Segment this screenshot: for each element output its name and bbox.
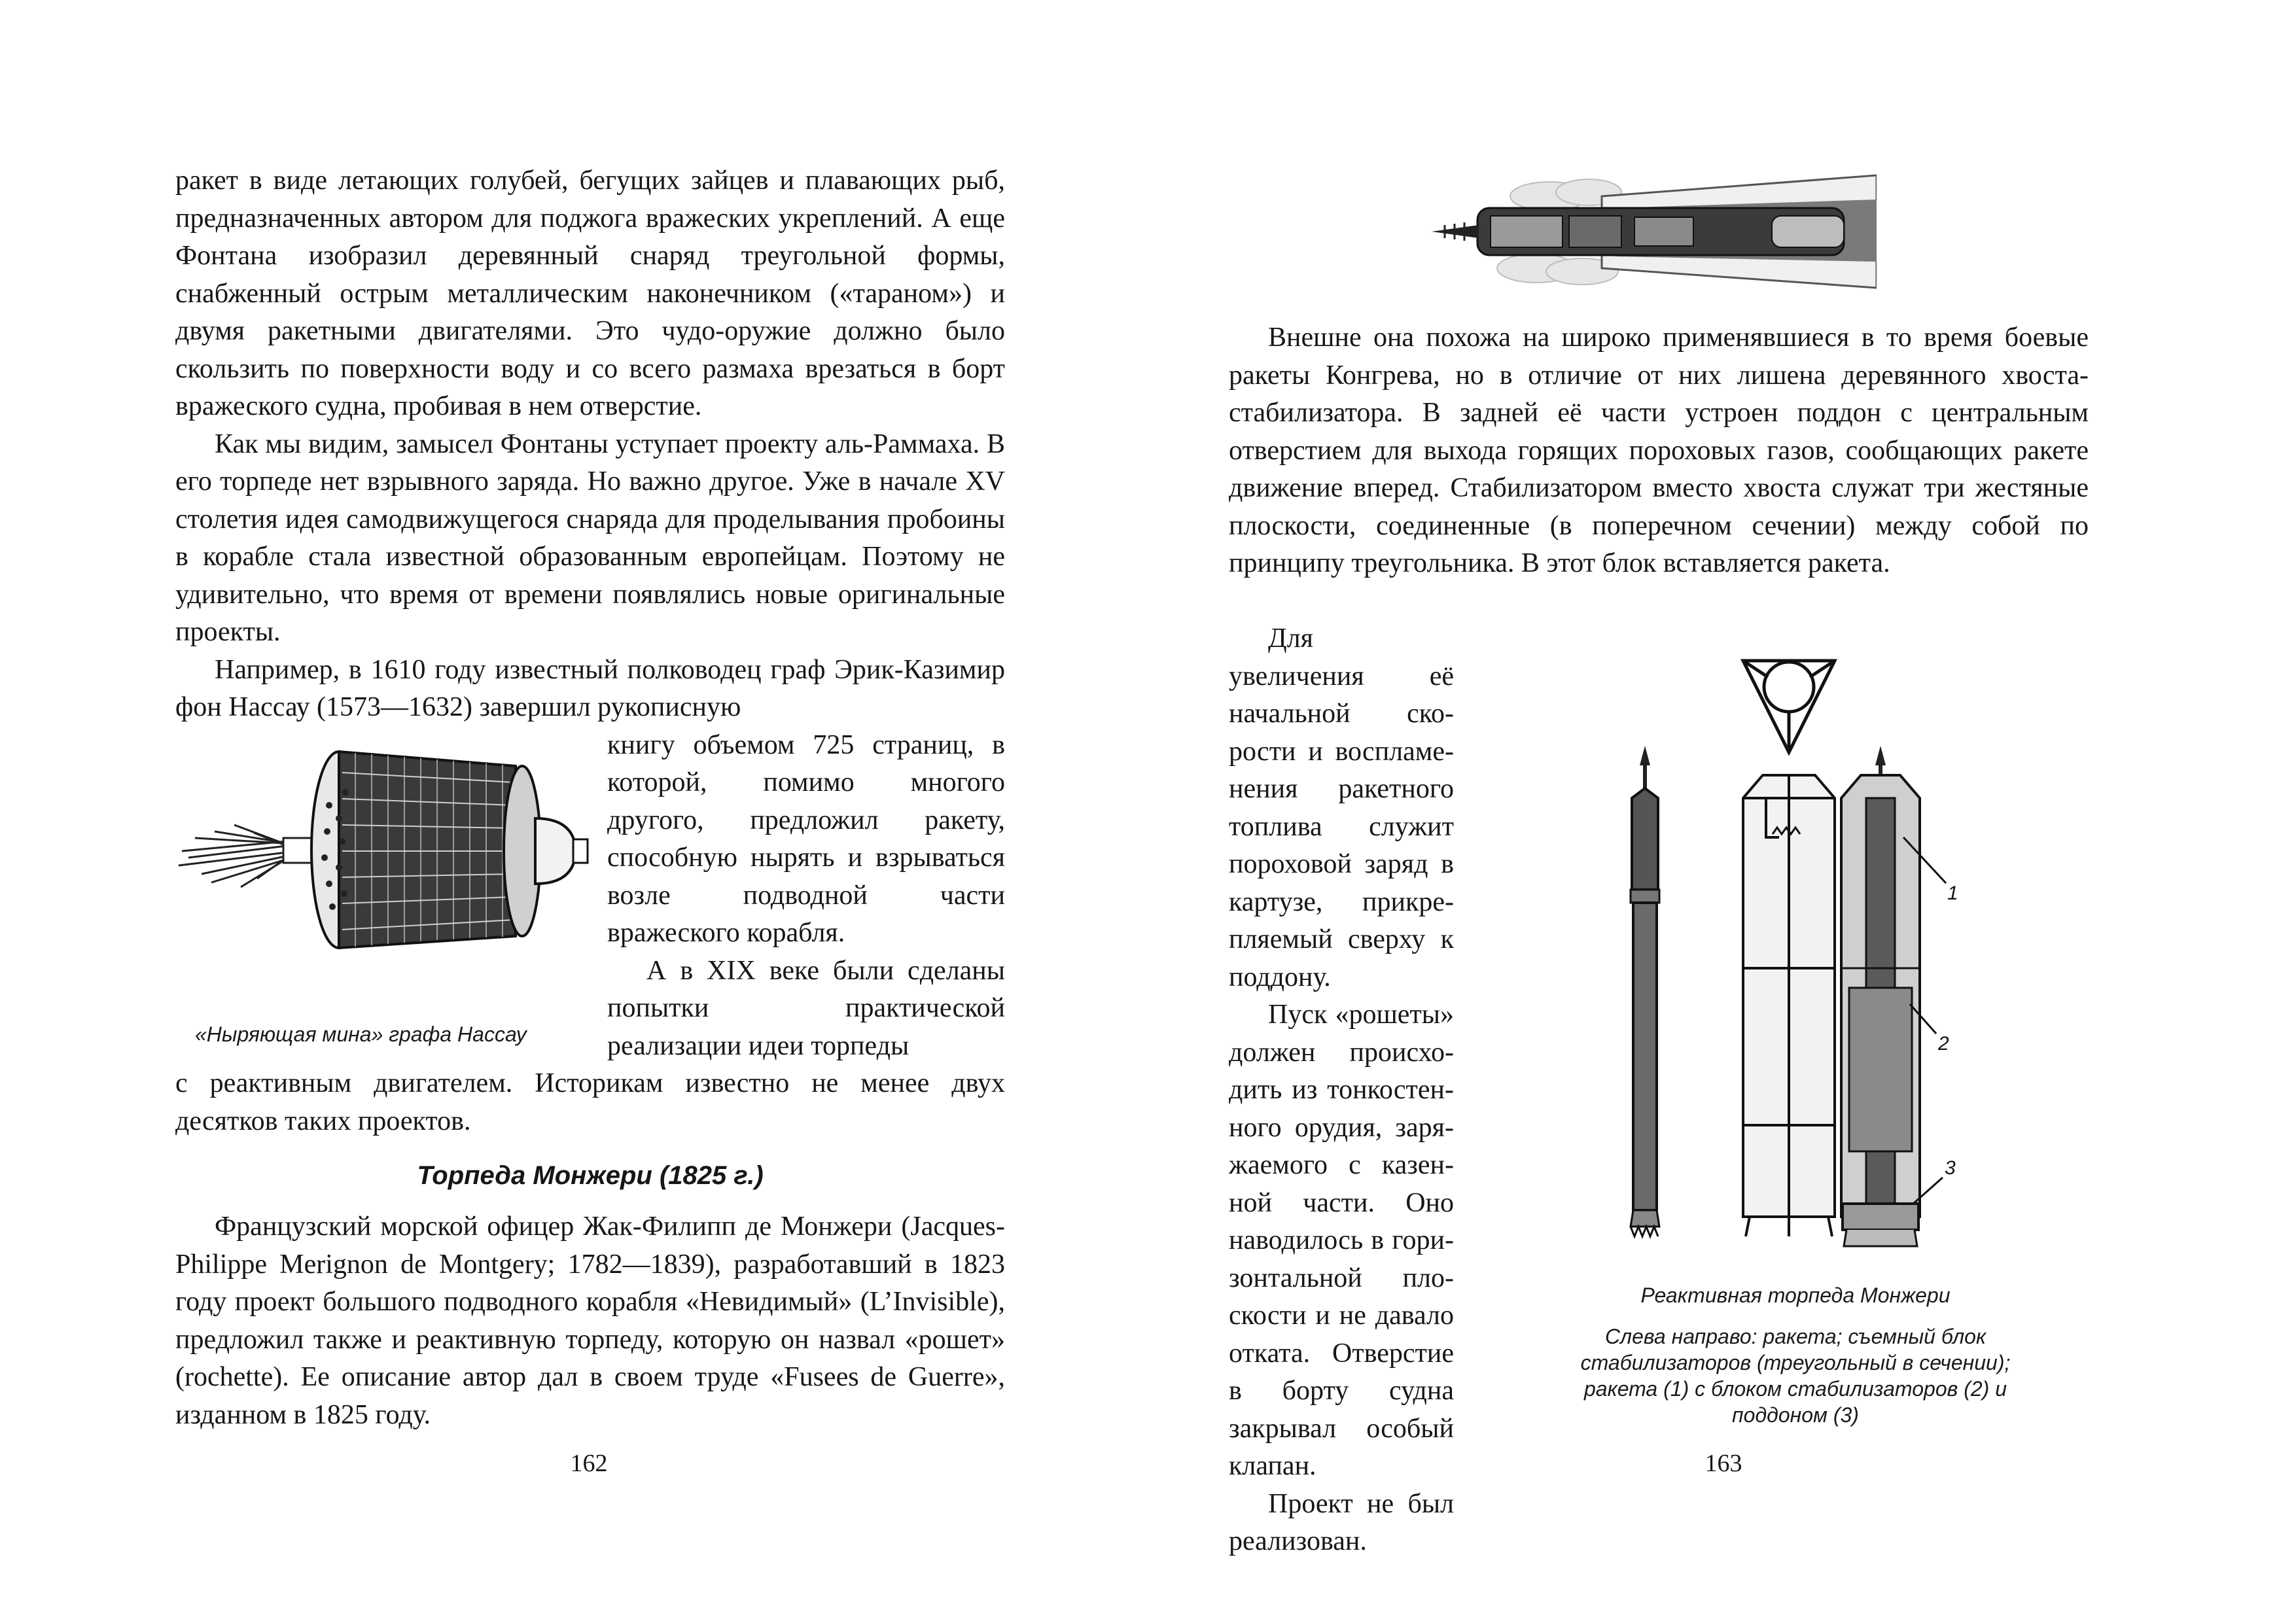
paragraph: книгу объемом 725 страниц, в которой, помимо многого другого, предложил ракету, способную нырять и взрываться возле подводной части вражеского корабля. xyxy=(607,729,1005,948)
right-text-block xyxy=(1229,319,2089,583)
paragraph: Проект не был реализован. xyxy=(1229,1488,1454,1556)
congreve-style-rocket-illustration xyxy=(1419,170,1877,294)
right-page xyxy=(1148,0,2296,1623)
assembled-rocket-drawing xyxy=(1841,746,1920,1246)
nassau-figure-caption: «Ныряющая мина» графа Нассау xyxy=(195,1022,527,1046)
left-text-block xyxy=(175,162,1005,1434)
callout-label: 2 xyxy=(1938,1033,1949,1055)
stabilizer-block-drawing xyxy=(1743,775,1835,1236)
section-heading: Торпеда Монжери (1825 г.) xyxy=(417,1161,764,1190)
nassau-figure xyxy=(175,727,607,1057)
stabilizer-cross-section xyxy=(1743,661,1835,752)
paragraph: с реактивным двигателем. Историкам известно не менее двух десятков таких проектов. xyxy=(175,1068,1005,1136)
montgery-torpedo-figure xyxy=(1606,641,1972,1263)
paragraph: Пуск «рошеты» должен происходить из тонкостенного орудия, заряжаемого с казенной части. Оно наводилось в горизонтальной плоскости и не давало отката. Отверстие в борту судна закрывал особый клапан. xyxy=(1229,1000,1454,1481)
nassau-mine-illustration xyxy=(175,727,607,1008)
paragraph: Французский морской офицер Жак-Филипп де Монжери (Jacques-Philippe Merignon de Montgery; 1782—1839), разработавший в 1823 году проект большого подводного корабля «Невидимый» (L’Invisible), предложил также и реактивную торпеду, которую он назвал «рошет» (rochette). Ее описание автор дал в своем труде «Fusees de Guerre», изданном в 1825 году. xyxy=(175,1212,1005,1430)
paragraph: Для увеличения её начальной скорости и воспламенения ракетного топлива служит пороховой заряд в картузе, прикрепляемый сверху к поддону. xyxy=(1229,623,1454,992)
callout-label: 3 xyxy=(1945,1157,1956,1179)
page-number: 162 xyxy=(570,1450,608,1477)
torpedo-figure-title: Реактивная торпеда Монжери xyxy=(1640,1283,1951,1307)
torpedo-figure-caption: Слева направо: ракета; съемный блок стабилизаторов (треугольный в сечении); ракета (1) с блоком стабилизаторов (2) и поддоном (3) xyxy=(1580,1325,2011,1427)
paragraph: ракет в виде летающих голубей, бегущих зайцев и плавающих рыб, предназначенных автором для поджога вражеских укреплений. А еще Фонтана изобразил деревянный снаряд треугольной формы, снабженный острым металлическим наконечником («тараном») и двумя ракетными двигателями. Это чудо-оружие должно было скользить по поверхности воду и со всего размаха врезаться в борт вражеского судна, пробивая в нем отверстие. xyxy=(175,166,1005,421)
right-narrow-text xyxy=(1229,620,1454,1561)
paragraph: Внешне она похожа на широко применявшиеся в то время боевые ракеты Конгрева, но в отличие от них лишена деревянного хвоста-стабилизатора. В задней её части устроен поддон с центральным отверстием для выхода горящих пороховых газов, сообщающих ракете движение вперед. Стабилизатором вместо хвоста служат три жестяные плоскости, соединенные (в поперечном сечении) между собой по принципу треугольника. В этот блок вставляется ракета. xyxy=(1229,323,2089,578)
paragraph: Например, в 1610 году известный полководец граф Эрик-Казимир фон Нассау (1573—1632) завершил рукописную xyxy=(175,654,1005,722)
callout-label: 1 xyxy=(1947,882,1958,904)
rocket-drawing xyxy=(1631,746,1659,1236)
paragraph: Как мы видим, замысел Фонтаны уступает проекту аль-Раммаха. В его торпеде нет взрывного заряда. Но важно другое. Уже в начале XV столетия идея самодвижущегося снаряда для проделывания пробоины в корабле стала известной образованным европейцам. Поэтому не удивительно, что время от времени появлялись новые оригинальные проекты. xyxy=(175,428,1005,647)
paragraph: А в XIX веке были сделаны попытки практической реализации идеи торпеды xyxy=(607,955,1005,1061)
page-number: 163 xyxy=(1704,1450,1742,1477)
